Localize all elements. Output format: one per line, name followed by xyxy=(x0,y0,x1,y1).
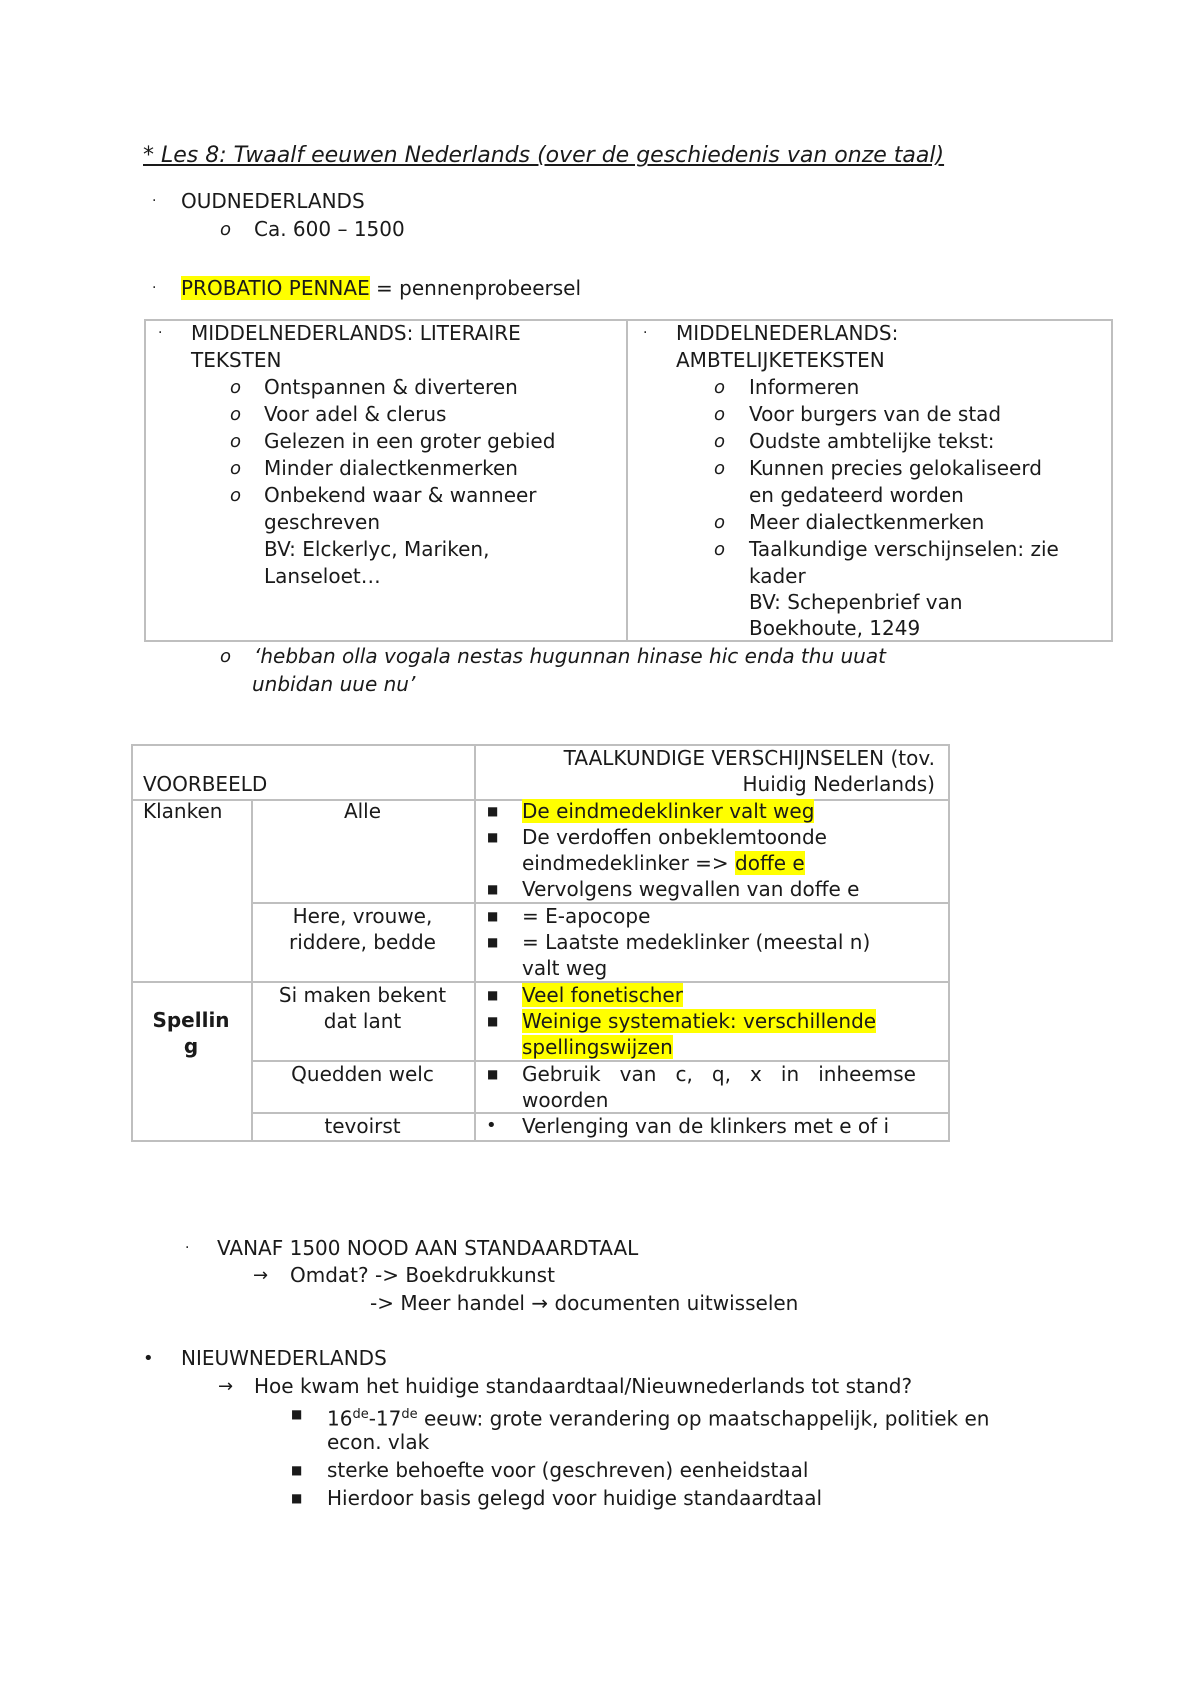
phenomenon-text: valt weg xyxy=(522,956,608,980)
nieuwnederlands-point xyxy=(327,1401,989,1433)
bullet-o: o xyxy=(230,485,242,506)
bullet-square: ■ xyxy=(487,909,499,923)
bullet-square: ■ xyxy=(291,1463,303,1477)
bullet-dot: · xyxy=(185,1240,190,1256)
phenomenon-text: = E-apocope xyxy=(522,904,651,928)
literaire-item: Ontspannen & diverteren xyxy=(264,375,518,399)
category-klanken: Klanken xyxy=(143,799,223,823)
table-header-voorbeeld: VOORBEELD xyxy=(143,772,268,796)
literaire-item: Minder dialectkenmerken xyxy=(264,456,518,480)
bullet-o: o xyxy=(714,377,726,398)
bullet-dot: • xyxy=(486,1115,497,1136)
reason-text: documenten uitwisselen xyxy=(554,1291,799,1315)
phenomenon-text: De verdoffen onbeklemtoonde xyxy=(522,825,827,849)
box-divider xyxy=(626,319,628,640)
phenomenon-text: Verlenging van de klinkers met e of i xyxy=(522,1114,890,1138)
literaire-item: Voor adel & clerus xyxy=(264,402,447,426)
reason-text: -> Meer handel xyxy=(370,1291,532,1315)
phenomenon-text: Gebruik van c, q, x in inheemse xyxy=(522,1062,916,1086)
standaardtaal-heading: VANAF 1500 NOOD AAN STANDAARDTAAL xyxy=(217,1236,639,1260)
example-quedden-welc: Quedden welc xyxy=(291,1062,434,1086)
phenomenon-highlight: Veel fonetischer xyxy=(522,983,683,1007)
phenomenon-text: = Laatste medeklinker (meestal n) xyxy=(522,930,871,954)
bullet-o: o xyxy=(230,404,242,425)
example-si-maken-2: dat lant xyxy=(323,1009,402,1033)
literaire-heading-2: TEKSTEN xyxy=(191,348,282,372)
quote-line-2: unbidan uue nu’ xyxy=(252,672,416,696)
ambtelijke-example-1: BV: Schepenbrief van xyxy=(749,590,963,614)
bullet-square: ■ xyxy=(487,935,499,949)
bullet-o: o xyxy=(714,404,726,425)
oudnederlands-heading: OUDNEDERLANDS xyxy=(181,189,365,213)
phenomenon-highlight: Weinige systematiek: verschillende xyxy=(522,1009,877,1033)
arrow-right-icon: → xyxy=(531,1291,555,1315)
literaire-item: Gelezen in een groter gebied xyxy=(264,429,556,453)
standaardtaal-reason-1: Omdat? -> Boekdrukkunst xyxy=(290,1263,555,1287)
ambtelijke-item: Meer dialectkenmerken xyxy=(749,510,985,534)
probatio-term: PROBATIO PENNAE xyxy=(181,276,370,300)
example-tevoirst: tevoirst xyxy=(324,1114,401,1138)
ambtelijke-item: Taalkundige verschijnselen: zie xyxy=(749,537,1059,561)
literaire-example-1: BV: Elckerlyc, Mariken, xyxy=(264,537,490,561)
nieuwnederlands-point-cont: econ. vlak xyxy=(327,1430,430,1454)
bullet-dot: · xyxy=(152,193,157,209)
bullet-square: ■ xyxy=(487,882,499,896)
oudnederlands-period: Ca. 600 – 1500 xyxy=(254,217,405,241)
phenomenon-highlight: doffe e xyxy=(735,851,805,875)
ambtelijke-item: Oudste ambtelijke tekst: xyxy=(749,429,995,453)
bullet-dot: · xyxy=(158,325,163,341)
standaardtaal-reason-2 xyxy=(370,1290,798,1317)
bullet-o: o xyxy=(230,431,242,452)
century-suffix: de xyxy=(352,1407,369,1422)
phenomenon-text: woorden xyxy=(522,1088,609,1112)
ambtelijke-item: Informeren xyxy=(749,375,860,399)
nieuwnederlands-question: Hoe kwam het huidige standaardtaal/Nieuwnederlands tot stand? xyxy=(254,1374,913,1398)
bullet-square: ■ xyxy=(291,1407,303,1421)
nieuwnederlands-point: Hierdoor basis gelegd voor huidige standaardtaal xyxy=(327,1486,823,1510)
literaire-item-cont: geschreven xyxy=(264,510,380,534)
example-here-vrouwe-1: Here, vrouwe, xyxy=(292,904,433,928)
literaire-example-2: Lanseloet… xyxy=(264,564,381,588)
century-number: 16 xyxy=(327,1406,353,1431)
arrow-right-icon: → xyxy=(253,1265,269,1286)
literaire-item: Onbekend waar & wanneer xyxy=(264,483,537,507)
bullet-dot: · xyxy=(643,325,648,341)
ambtelijke-heading-2: AMBTELIJKETEKSTEN xyxy=(676,348,885,372)
bullet-square: ■ xyxy=(291,1491,303,1505)
bullet-square: ■ xyxy=(487,1067,499,1081)
phenomenon-text: eindmedeklinker => xyxy=(522,851,736,875)
probatio-line xyxy=(181,275,581,302)
ambtelijke-item: Voor burgers van de stad xyxy=(749,402,1002,426)
bullet-square: ■ xyxy=(487,804,499,818)
ambtelijke-item-cont: kader xyxy=(749,564,806,588)
probatio-definition: = pennenprobeersel xyxy=(369,276,582,300)
nieuwnederlands-heading: NIEUWNEDERLANDS xyxy=(181,1346,387,1370)
example-here-vrouwe-2: riddere, bedde xyxy=(289,930,436,954)
table-rule xyxy=(251,799,253,1140)
table-header-verschijnselen-1: TAALKUNDIGE VERSCHIJNSELEN (tov. xyxy=(563,746,935,770)
phenomenon-highlight: spellingswijzen xyxy=(522,1035,673,1059)
table-header-verschijnselen-2: Huidig Nederlands) xyxy=(742,772,935,796)
bullet-o: o xyxy=(714,512,726,533)
bullet-dot: • xyxy=(143,1348,154,1369)
bullet-o: o xyxy=(220,219,232,240)
example-alle: Alle xyxy=(343,799,382,823)
bullet-o: o xyxy=(230,458,242,479)
bullet-o: o xyxy=(220,646,232,667)
ambtelijke-item-cont: en gedateerd worden xyxy=(749,483,964,507)
ambtelijke-heading-1: MIDDELNEDERLANDS: xyxy=(676,321,899,345)
category-spelling-2: g xyxy=(183,1034,199,1058)
nieuwnederlands-point: sterke behoefte voor (geschreven) eenheidstaal xyxy=(327,1458,809,1482)
ambtelijke-example-2: Boekhoute, 1249 xyxy=(749,616,921,640)
point-text: eeuw: grote verandering op maatschappelijk, politiek en xyxy=(417,1406,990,1431)
bullet-o: o xyxy=(714,431,726,452)
bullet-square: ■ xyxy=(487,988,499,1002)
literaire-heading-1: MIDDELNEDERLANDS: LITERAIRE xyxy=(191,321,521,345)
bullet-o: o xyxy=(714,458,726,479)
page-title: * Les 8: Twaalf eeuwen Nederlands (over de geschiedenis van onze taal) xyxy=(143,143,945,168)
bullet-o: o xyxy=(230,377,242,398)
category-spelling-1: Spellin xyxy=(152,1008,230,1032)
example-si-maken-1: Si maken bekent xyxy=(278,983,447,1007)
bullet-square: ■ xyxy=(487,1014,499,1028)
bullet-dot: · xyxy=(152,280,157,296)
arrow-right-icon: → xyxy=(218,1376,234,1397)
bullet-square: ■ xyxy=(487,830,499,844)
quote-line-1: ‘hebban olla vogala nestas hugunnan hinase hic enda thu uuat xyxy=(254,644,886,668)
ambtelijke-item: Kunnen precies gelokaliseerd xyxy=(749,456,1042,480)
phenomenon-text: Vervolgens wegvallen van doffe e xyxy=(522,877,860,901)
bullet-o: o xyxy=(714,539,726,560)
century-suffix: de xyxy=(401,1407,418,1422)
century-number: -17 xyxy=(368,1406,402,1431)
phenomenon-text: De eindmedeklinker valt weg xyxy=(522,799,815,823)
table-rule xyxy=(474,744,476,1140)
